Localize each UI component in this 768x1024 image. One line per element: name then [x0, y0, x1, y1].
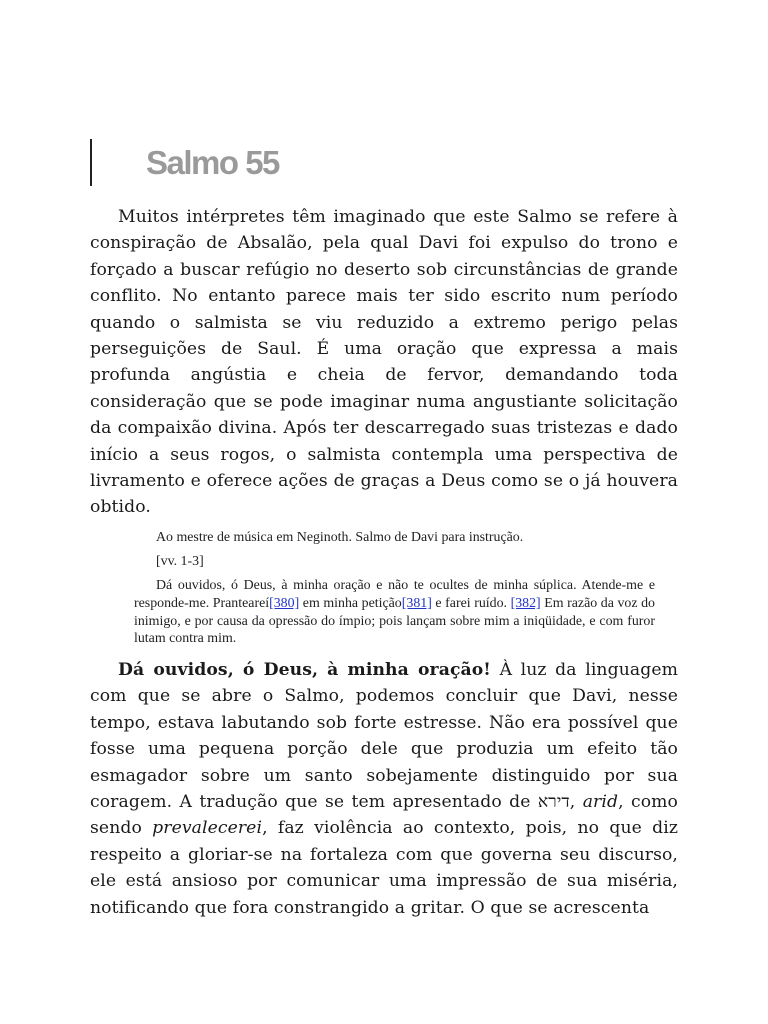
verse-range-text: [vv. 1-3] [156, 554, 204, 569]
commentary-part-2: , [569, 792, 583, 813]
footnote-link-380[interactable]: [380] [269, 595, 300, 611]
verse-text-part-2: em minha petição [299, 595, 402, 611]
commentary-paragraph [90, 657, 678, 921]
hebrew-word: דירא [537, 792, 570, 813]
verse-range [134, 553, 655, 571]
page-title: Salmo 55 [146, 144, 279, 181]
verse-text-part-3: e farei ruído. [431, 595, 511, 611]
commentary-lead: Dá ouvidos, ó Deus, à minha oração! [118, 660, 491, 680]
title-rule [90, 139, 92, 186]
footnote-link-382[interactable]: [382] [510, 595, 541, 611]
superscription-text: Ao mestre de música em Neginoth. Salmo de Davi para instrução. [156, 530, 524, 545]
intro-paragraph: Muitos intérpretes têm imaginado que este Salmo se refere à conspiração de Absalão, pela qual Davi foi expulso do trono e forçado a buscar refúgio no deserto sob circunstâncias de grande conflito. No entanto parece mais ter sido escrito num período quando o salmista se viu reduzido a extremo perigo pelas perseguições de Saul. É uma oração que expressa a mais profunda angústia e cheia de fervor, demandando toda consideração que se pode imaginar numa angustiante solicitação da compaixão divina. Após ter descarregado suas tristezas e dado início a seus rogos, o salmista contempla uma perspectiva de livramento e oferece ações de graças a Deus como se o já houvera obtido. [90, 207, 678, 518]
term-prevalecerei: prevalecerei [152, 818, 263, 839]
commentary-part-4: , faz violência ao contexto, pois, no que diz respeito a gloriar-se na fortaleza com que governa seu discurso, ele está ansioso por comunicar uma impressão de sua miséria, notificando que fora constrangido a gritar. O que se acrescenta [90, 818, 678, 918]
commentary-part-3: , como sendo [90, 792, 678, 839]
transliteration-arid: arid [582, 792, 619, 813]
verse-text-part-4: Em razão da voz do inimigo, e por causa da opressão do ímpio; pois lançam sobre mim a iniqüidade, e com furor lutam contra mim. [134, 595, 655, 647]
commentary-part-1: À luz da linguagem com que se abre o Salmo, podemos concluir que Davi, nesse tempo, estava labutando sob forte estresse. Não era possível que fosse uma pequena porção dele que produzia um efeito tão esmagador sobre um santo sobejamente distinguido por sua coragem. A tradução que se tem apresentado de [90, 660, 678, 813]
verse-text [134, 577, 655, 648]
verse-block [134, 577, 655, 648]
footnote-link-381[interactable]: [381] [401, 595, 432, 611]
superscription [134, 529, 655, 547]
verse-text-part-1: Dá ouvidos, ó Deus, à minha oração e não te ocultes de minha súplica. Atende-me e responde-me. Pranteareí [134, 578, 655, 611]
